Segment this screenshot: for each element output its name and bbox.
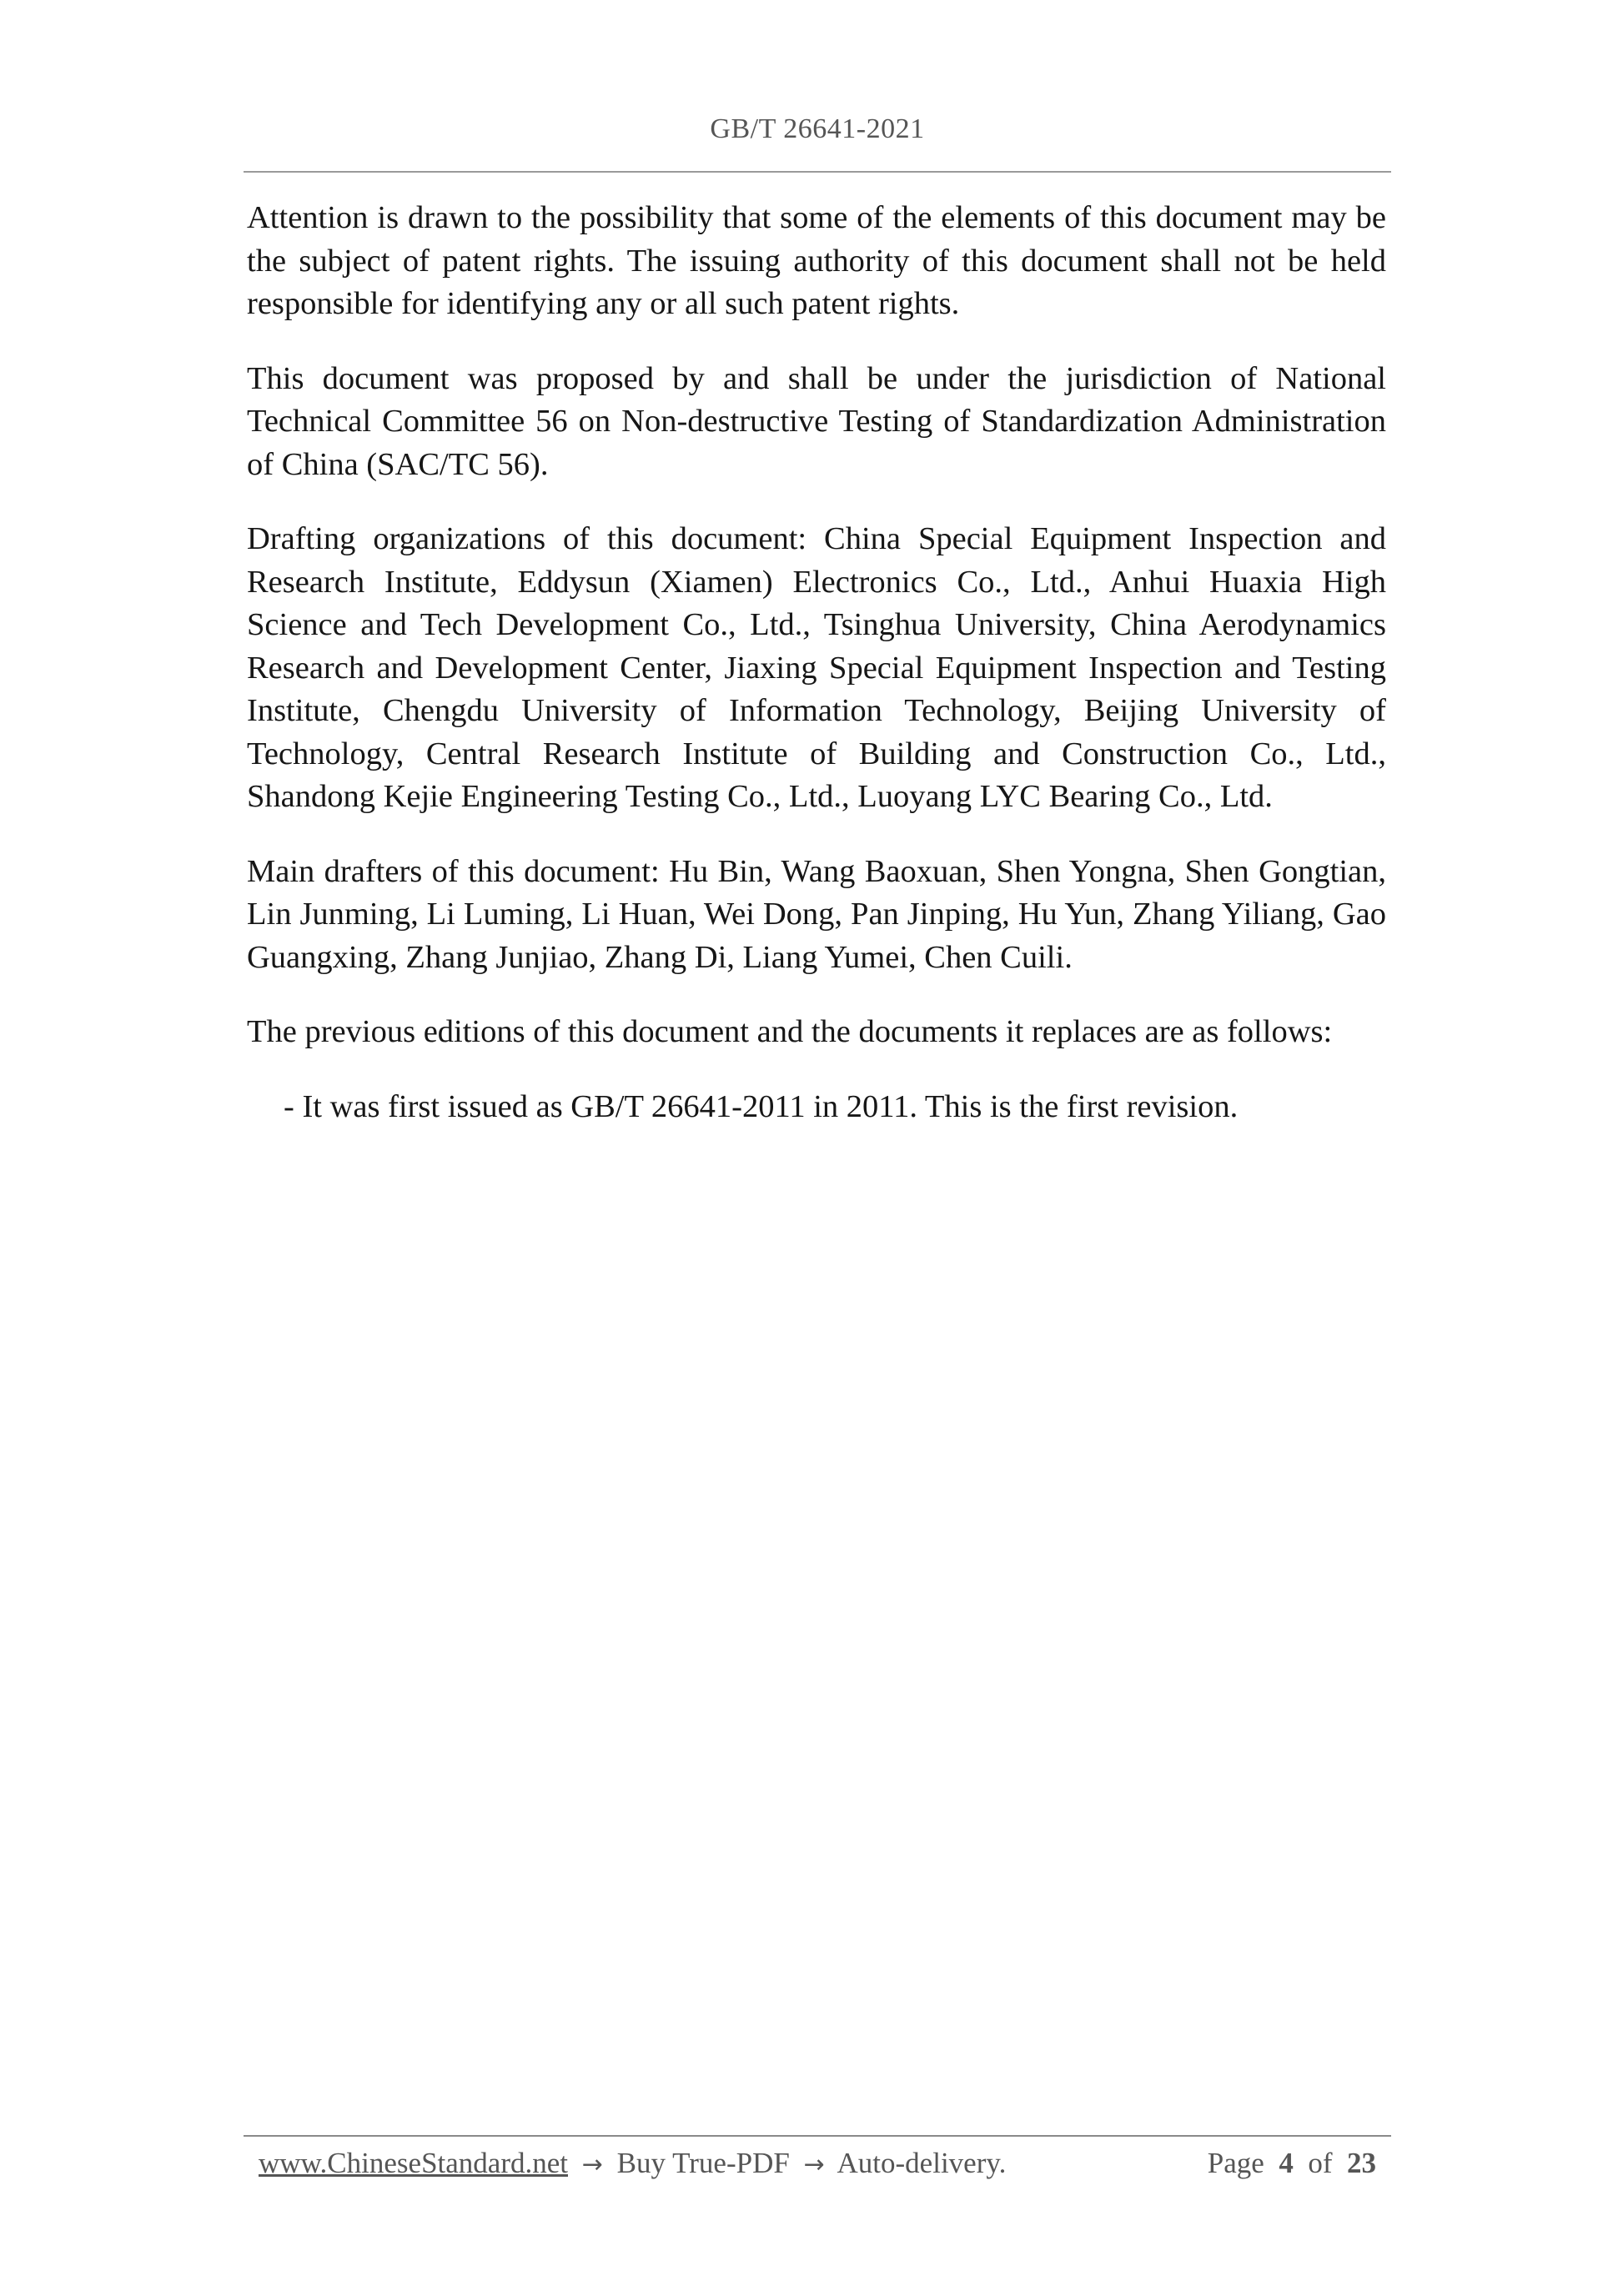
footer-divider <box>244 2135 1391 2137</box>
page-label: Page <box>1207 2147 1264 2179</box>
arrow-right-icon: → <box>803 2150 825 2179</box>
previous-editions-paragraph: The previous editions of this document and the documents it replaces are as follows: <box>247 1014 1333 1049</box>
header-divider <box>244 171 1391 173</box>
footer-promo <box>259 2143 1006 2185</box>
total-pages: 23 <box>1347 2147 1376 2179</box>
buy-true-pdf-text: Buy True-PDF <box>616 2147 790 2179</box>
document-body <box>247 197 1386 1128</box>
arrow-right-icon: → <box>581 2150 603 2179</box>
patent-notice-paragraph: Attention is drawn to the possibility that some of the elements of this document may be the subject of patent rights. The issuing authority of this document shall not be held responsible for identifying any or all such patent rights. <box>247 200 1386 321</box>
main-drafters-paragraph: Main drafters of this document: Hu Bin, Wang Baoxuan, Shen Yongna, Shen Gongtian, Lin Junming, Li Luming, Li Huan, Wei Dong, Pan Jinping, Hu Yun, Zhang Yiliang, Gao Guangxing, Zhang Junjiao, Zhang Di, Liang Yumei, Chen Cuili. <box>247 853 1386 975</box>
drafting-organizations-paragraph: Drafting organizations of this document: China Special Equipment Inspection and Research Institute, Eddysun (Xiamen) Electronics Co., Ltd., Anhui Huaxia High Science and Tech Development Co., Ltd., Tsinghua University, China Aerodynamics Research and Development Center, Jiaxing Special Equipment Inspection and Testing Institute, Chengdu University of Information Technology, Beijing University of Technology, Central Research Institute of Building and Construction Co., Ltd., Shandong Kejie Engineering Testing Co., Ltd., Luoyang LYC Bearing Co., Ltd. <box>247 521 1386 814</box>
page-header-doc-id: GB/T 26641-2021 <box>710 113 925 144</box>
previous-edition-list-item: - It was first issued as GB/T 26641-2011 in 2011. This is the first revision. <box>284 1088 1239 1124</box>
page-number: 4 <box>1279 2147 1294 2179</box>
of-label: of <box>1308 2147 1333 2179</box>
auto-delivery-text: Auto-delivery. <box>837 2147 1007 2179</box>
jurisdiction-paragraph: This document was proposed by and shall be under the jurisdiction of National Technical Committee 56 on Non-destructive Testing of Standardization Administration of China (SAC/TC 56). <box>247 360 1386 482</box>
page-indicator <box>1208 2143 1376 2183</box>
website-link[interactable]: www.ChineseStandard.net <box>259 2147 568 2179</box>
